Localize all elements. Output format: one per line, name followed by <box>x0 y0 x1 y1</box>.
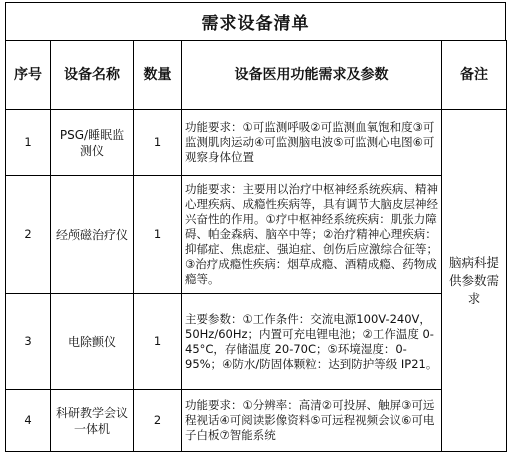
row-device-name: 电除颤仪 <box>51 294 134 390</box>
row-quantity: 1 <box>134 176 182 294</box>
table-row <box>6 294 507 390</box>
equipment-table <box>5 40 507 452</box>
header-remarks: 备注 <box>442 41 507 110</box>
table-row <box>6 390 507 452</box>
row-seq: 1 <box>6 110 51 176</box>
row-seq: 4 <box>6 390 51 452</box>
table-row <box>6 176 507 294</box>
row-quantity: 1 <box>134 110 182 176</box>
row-requirements: 功能要求：①分辨率：高清②可投屏、触屏③可远程视话④可阅读影像资料⑤可远程视频会议⑥可电子白板⑦智能系统 <box>182 390 442 452</box>
row-quantity: 1 <box>134 294 182 390</box>
header-seq: 序号 <box>6 41 51 110</box>
row-device-name: 经颅磁治疗仪 <box>51 176 134 294</box>
row-requirements: 功能要求：①可监测呼吸②可监测血氧饱和度③可监测肌肉运动④可监测脑电波⑤可监测心电图⑥可观察身体位置 <box>182 110 442 176</box>
row-seq: 3 <box>6 294 51 390</box>
table-header-row <box>6 41 507 110</box>
row-quantity: 2 <box>134 390 182 452</box>
row-requirements: 功能要求：主要用以治疗中枢神经系统疾病、精神心理疾病、成瘾性疾病等，具有调节大脑皮层神经兴奋性的作用。①疗中枢神经系统疾病：肌张力障碍、帕金森病、脑卒中等；②治疗精神心理疾病：抑郁症、焦虑症、强迫症、创伤后应激综合征等；③治疗成瘾性疾病：烟草成瘾、酒精成瘾、药物成瘾等。 <box>182 176 442 294</box>
row-requirements: 主要参数：①工作条件：交流电源100V-240V，50Hz/60Hz；内置可充电锂电池；②工作温度 0-45°C，存储温度 20-70C；⑤环境湿度：0-95%；④防水/防固体颗粒：达到防护等级 IP21。 <box>182 294 442 390</box>
table-row <box>6 110 507 176</box>
header-name: 设备名称 <box>51 41 134 110</box>
header-requirements: 设备医用功能需求及参数 <box>182 41 442 110</box>
row-device-name: 科研教学会议一体机 <box>51 390 134 452</box>
sheet-title: 需求设备清单 <box>5 2 506 40</box>
row-device-name: PSG/睡眠监测仪 <box>51 110 134 176</box>
equipment-list-sheet <box>5 2 506 442</box>
header-qty: 数量 <box>134 41 182 110</box>
row-seq: 2 <box>6 176 51 294</box>
remarks-cell: 脑病科提供参数需求 <box>442 110 507 452</box>
